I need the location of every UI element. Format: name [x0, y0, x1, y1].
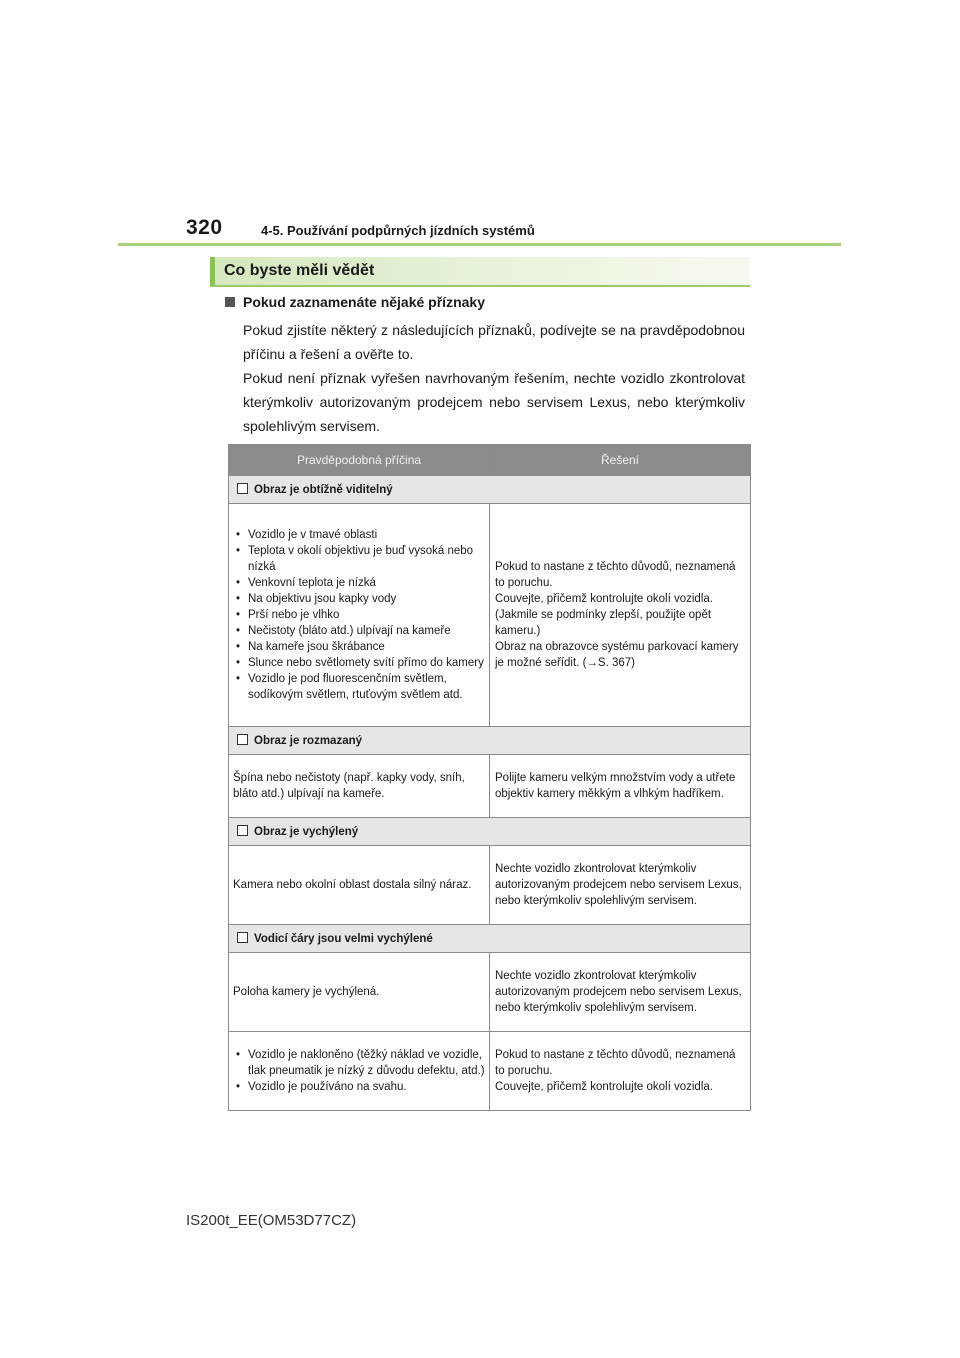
chapter-title: 4-5. Používání podpůrných jízdních systémů: [261, 223, 535, 238]
group-row: [229, 476, 751, 504]
group-title: Obraz je rozmazaný: [254, 734, 363, 747]
list-item: • Na kameře jsou škrábance: [233, 639, 485, 655]
list-item: • Vozidlo je pod fluorescenčním světlem, sodíkovým světlem, rtuťovým světlem atd.: [233, 671, 485, 703]
list-item: • Nečistoty (bláto atd.) ulpívají na kameře: [233, 623, 485, 639]
paragraph-2: Pokud není příznak vyřešen navrhovaným řešením, nechte vozidlo zkontrolovat kterýmkoliv autorizovaným prodejcem nebo servisem Lexus, nebo kterýmkoliv spolehlivým servisem.: [243, 370, 745, 434]
table-row: [229, 846, 751, 925]
cause-list: [233, 1047, 485, 1095]
group-title-cell: [229, 818, 751, 846]
table-row: [229, 953, 751, 1032]
list-item: • Na objektivu jsou kapky vody: [233, 591, 485, 607]
group-row: [229, 727, 751, 755]
cause-cell: [229, 504, 490, 727]
cause-cell: Kamera nebo okolní oblast dostala silný náraz.: [229, 846, 490, 925]
group-title: Vodicí čáry jsou velmi vychýlené: [254, 932, 433, 945]
solution-cell: Polijte kameru velkým množstvím vody a utřete objektiv kamery měkkým a vlhkým hadříkem.: [490, 755, 751, 818]
checkbox-icon: [237, 483, 248, 494]
checkbox-icon: [237, 932, 248, 943]
square-bullet-icon: [225, 297, 235, 307]
checkbox-icon: [237, 734, 248, 745]
group-title-cell: [229, 727, 751, 755]
checkbox-icon: [237, 825, 248, 836]
paragraph-1: Pokud zjistíte některý z následujících příznaků, podívejte se na pravděpodobnou příčinu a řešení a ověřte to.: [243, 322, 745, 362]
list-item: • Vozidlo je používáno na svahu.: [233, 1079, 485, 1095]
list-item: • Vozidlo je v tmavé oblasti: [233, 527, 485, 543]
group-title: Obraz je vychýlený: [254, 825, 359, 838]
section-title: Co byste měli vědět: [224, 262, 375, 279]
solution-cell: Pokud to nastane z těchto důvodů, neznamená to poruchu. Couvejte, přičemž kontrolujte okolí vozidla.: [490, 1032, 751, 1111]
group-row: [229, 925, 751, 953]
cause-list: [233, 527, 485, 703]
cause-cell: Poloha kamery je vychýlená.: [229, 953, 490, 1032]
group-row: [229, 818, 751, 846]
list-item: • Vozidlo je nakloněno (těžký náklad ve vozidle, tlak pneumatik je nízký z důvodu defektu, atd.): [233, 1047, 485, 1079]
table-row: [229, 504, 751, 727]
cause-cell: [229, 1032, 490, 1111]
section-banner: [210, 257, 750, 287]
solution-cell: Pokud to nastane z těchto důvodů, neznamená to poruchu. Couvejte, přičemž kontrolujte okolí vozidla. (Jakmile se podmínky zlepší, použijte opět kameru.) Obraz na obrazovce systému parkovací kamery je možné seřídit. (→S. 367): [490, 504, 751, 727]
header-rule: [118, 243, 841, 246]
section-banner-accent: [210, 257, 215, 285]
list-item: • Prší nebo je vlhko: [233, 607, 485, 623]
list-item: • Venkovní teplota je nízká: [233, 575, 485, 591]
solution-cell: Nechte vozidlo zkontrolovat kterýmkoliv autorizovaným prodejcem nebo servisem Lexus, nebo kterýmkoliv spolehlivým servisem.: [490, 953, 751, 1032]
subsection-heading: [225, 294, 485, 310]
table-row: [229, 1032, 751, 1111]
list-item: • Teplota v okolí objektivu je buď vysoká nebo nízká: [233, 543, 485, 575]
col-header-solution: Řešení: [490, 445, 751, 476]
symptom-table: [228, 444, 751, 1111]
table-row: [229, 755, 751, 818]
list-item: • Slunce nebo světlomety svítí přímo do kamery: [233, 655, 485, 671]
cause-cell: Špína nebo nečistoty (např. kapky vody, sníh, bláto atd.) ulpívají na kameře.: [229, 755, 490, 818]
group-title-cell: [229, 476, 751, 504]
page-number: 320: [186, 216, 223, 239]
group-title: Obraz je obtížně viditelný: [254, 483, 393, 496]
col-header-cause: Pravděpodobná příčina: [229, 445, 490, 476]
group-title-cell: [229, 925, 751, 953]
solution-cell: Nechte vozidlo zkontrolovat kterýmkoliv autorizovaným prodejcem nebo servisem Lexus, nebo kterýmkoliv spolehlivým servisem.: [490, 846, 751, 925]
subsection-heading-text: Pokud zaznamenáte nějaké příznaky: [243, 294, 485, 310]
table-header-row: [229, 445, 751, 476]
document-code: IS200t_EE(OM53D77CZ): [186, 1212, 357, 1229]
